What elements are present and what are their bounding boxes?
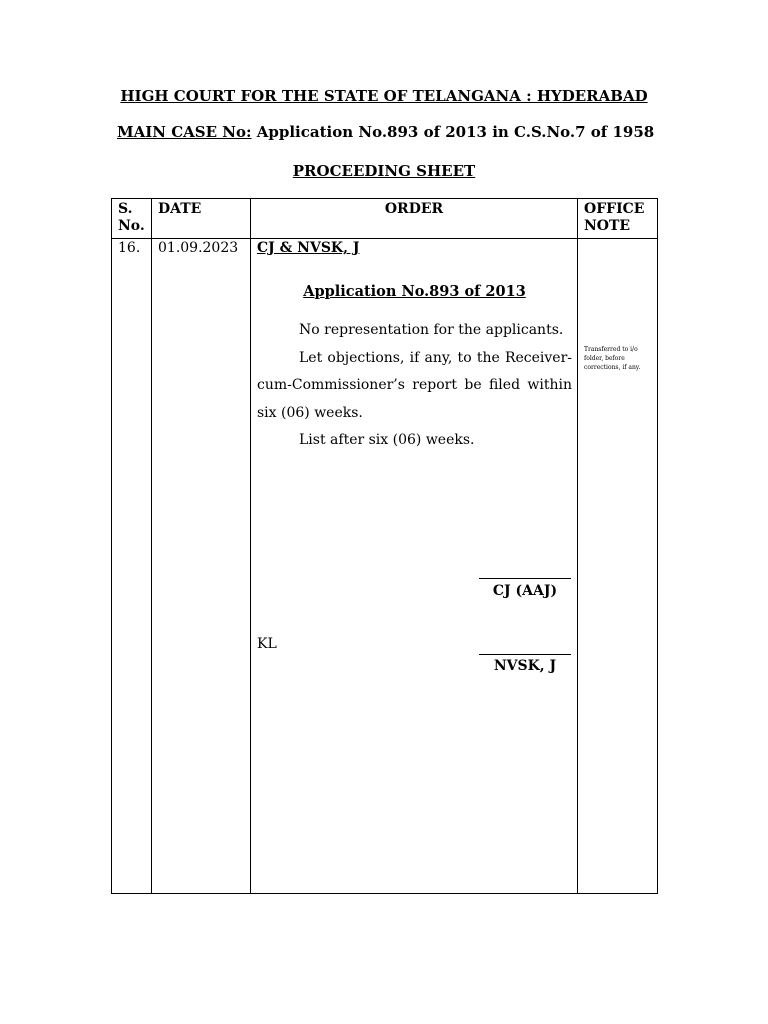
header-office-note: OFFICE NOTE: [578, 199, 658, 239]
main-case-value: Application No.893 of 2013 in C.S.No.7 of 1958: [251, 123, 655, 141]
sno-value: 16.: [118, 240, 141, 256]
main-case-label: MAIN CASE No:: [117, 123, 252, 141]
order-paragraph-1: No representation for the applicants.: [299, 322, 564, 338]
header-order: ORDER: [251, 199, 578, 239]
office-note-text: Transferred to i/o folder, before corrections, if any.: [584, 346, 641, 371]
proceeding-table: [111, 198, 658, 894]
table-header-row: [112, 199, 658, 239]
date-value: 01.09.2023: [158, 240, 239, 256]
initials: KL: [257, 636, 277, 652]
cell-order: [251, 239, 578, 894]
application-heading: Application No.893 of 2013: [303, 283, 526, 300]
order-paragraph-3: List after six (06) weeks.: [299, 432, 475, 448]
order-paragraph-2: Let objections, if any, to the Receiver-cum-Commissioner’s report be filed within six (06) weeks.: [257, 349, 572, 421]
cell-date: [152, 239, 251, 894]
court-title: HIGH COURT FOR THE STATE OF TELANGANA : HYDERABAD: [120, 87, 648, 105]
proceeding-sheet-title: PROCEEDING SHEET: [292, 162, 476, 180]
main-case-line: [117, 123, 654, 141]
signature-nvsk: NVSK, J: [493, 658, 557, 674]
signature-cj: CJ (AAJ): [492, 583, 558, 599]
cell-office-note: [578, 239, 658, 894]
bench-label: CJ & NVSK, J: [257, 240, 360, 256]
signature-line-2: [479, 654, 571, 655]
header-sno: S. No.: [112, 199, 152, 239]
table-row: [112, 239, 658, 894]
order-body: [257, 317, 572, 455]
header-date: DATE: [152, 199, 251, 239]
cell-sno: [112, 239, 152, 894]
signature-line-1: [479, 578, 571, 579]
